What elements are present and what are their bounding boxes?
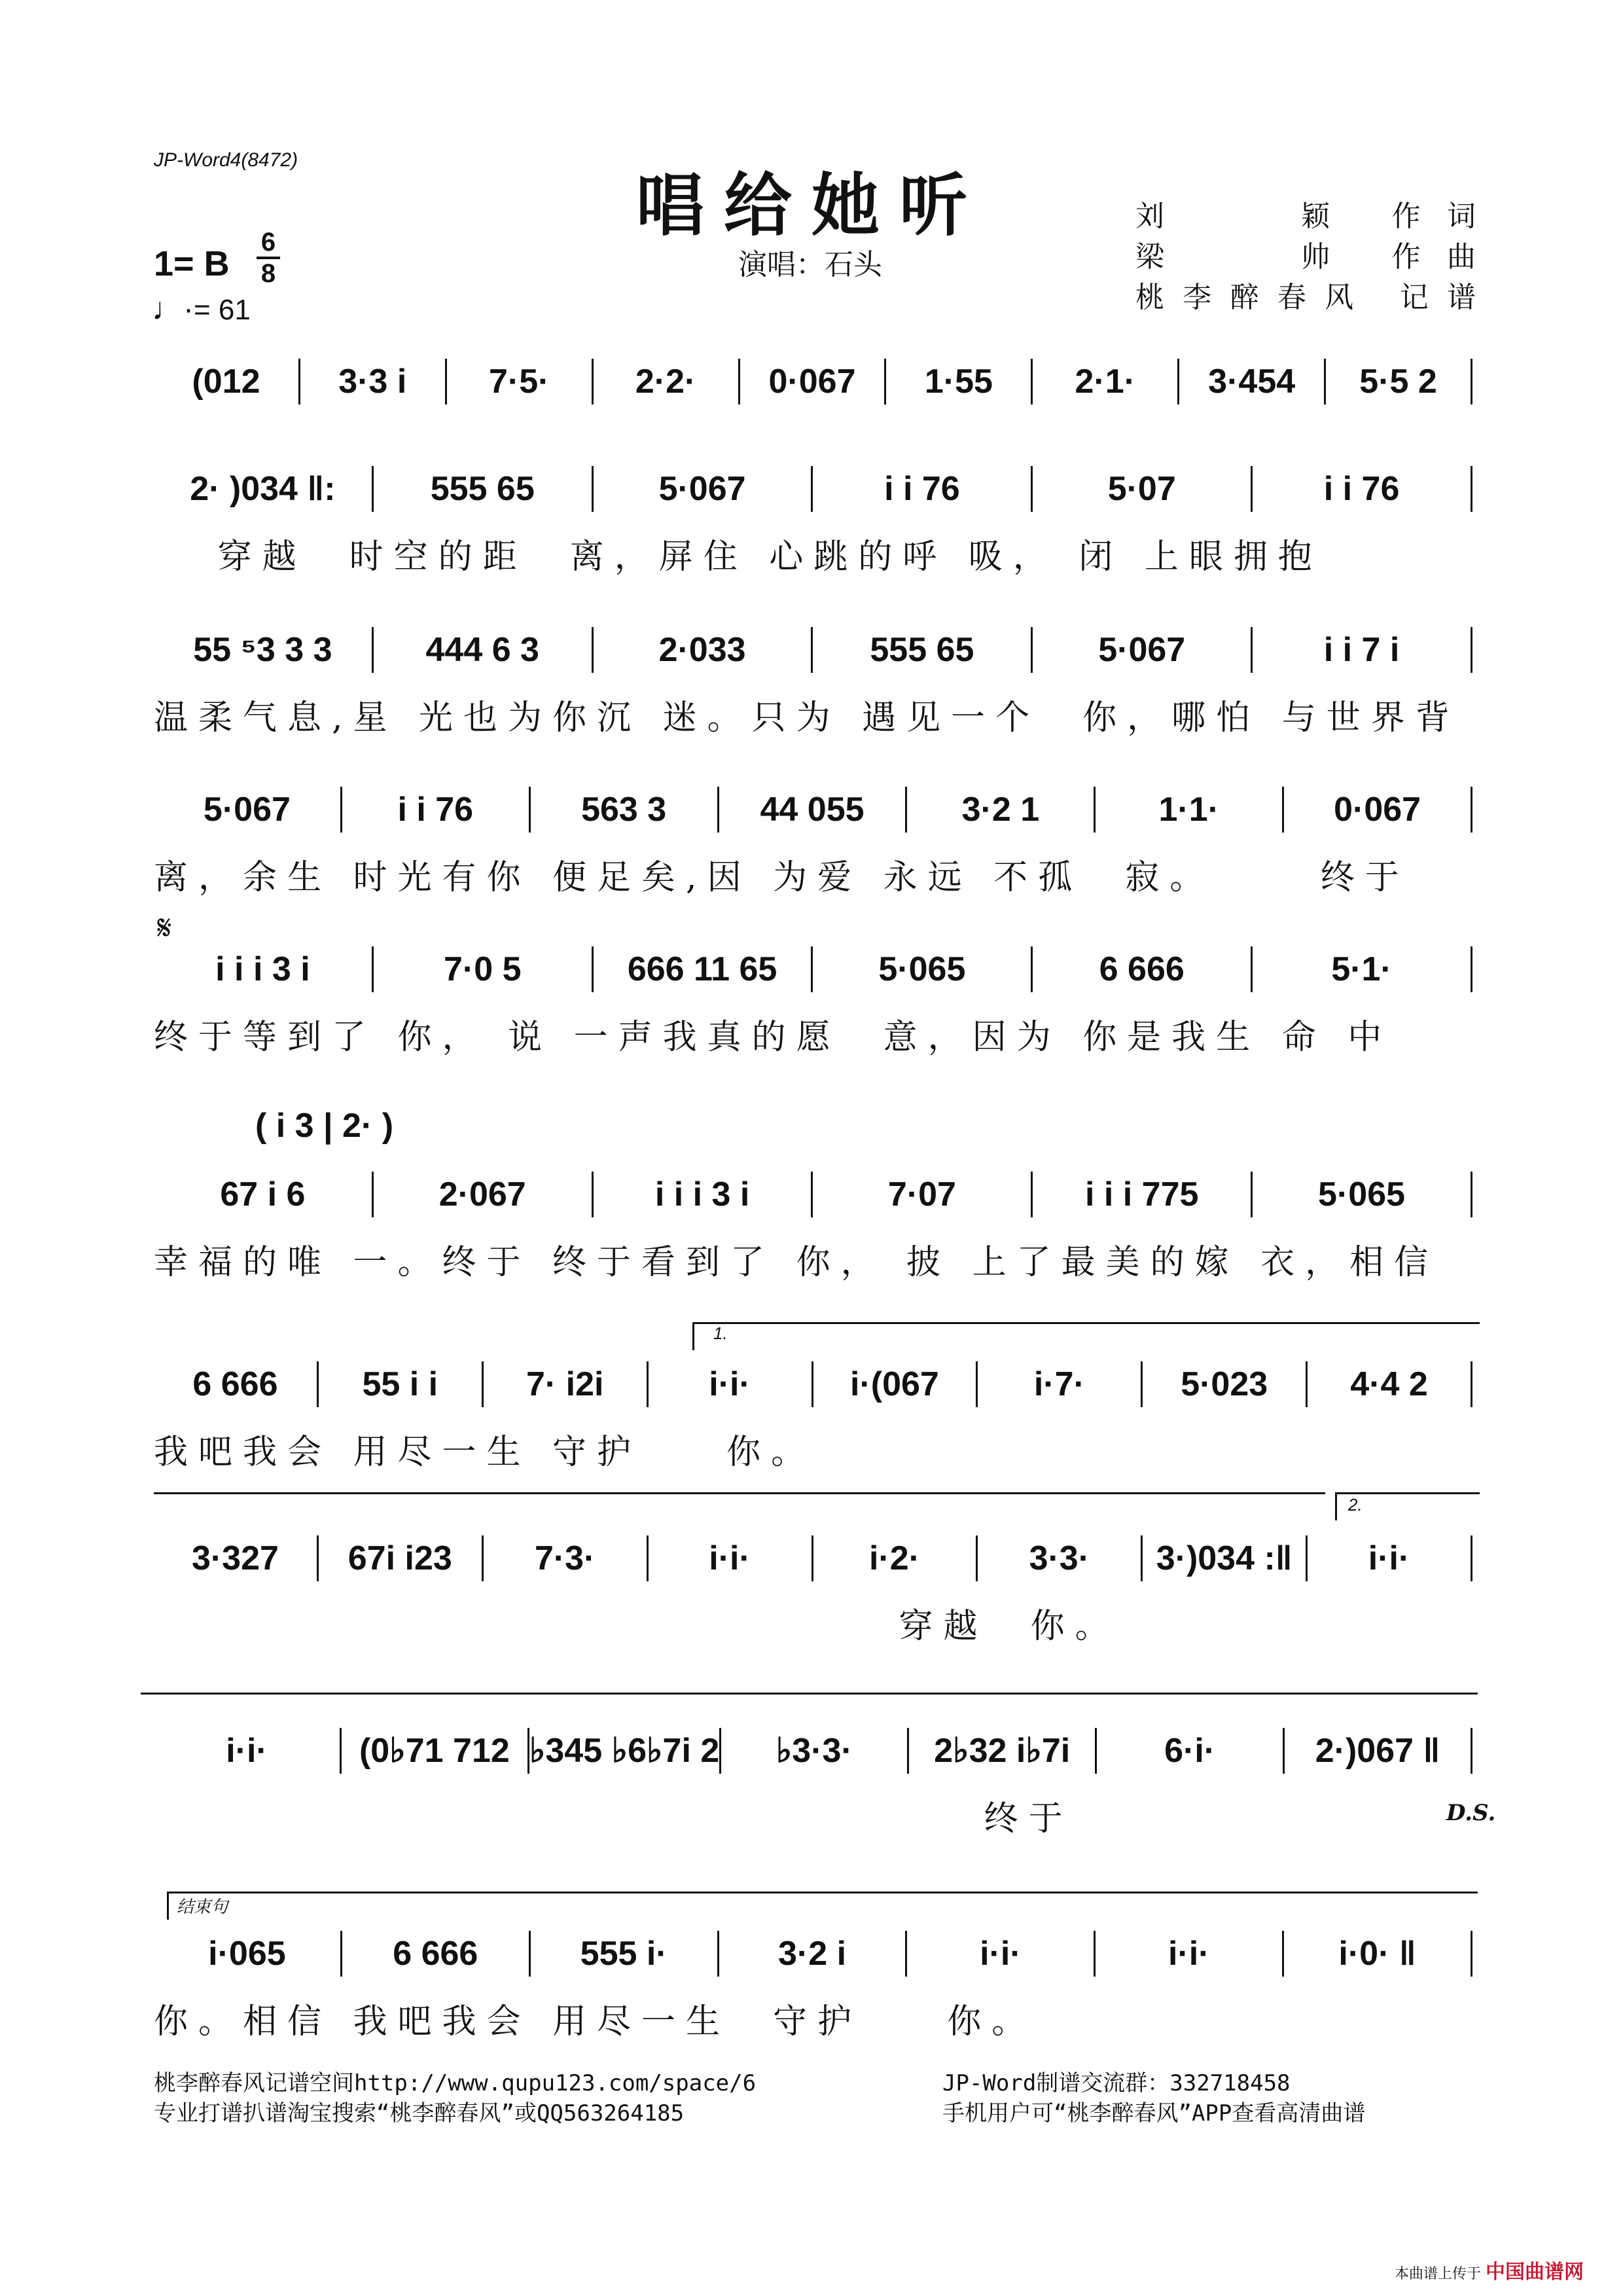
- lyrics-line: 穿越 时空的距 离，屏住 心跳的呼 吸， 闭 上眼拥抱: [154, 537, 1323, 577]
- score-row-8: [154, 1535, 1472, 1647]
- measure: 5·1·: [1331, 950, 1392, 988]
- measure: i i i 3 i: [654, 1175, 750, 1213]
- measure: 3·)034 :‖: [1156, 1539, 1293, 1577]
- barline: [1471, 359, 1472, 404]
- meter-bottom: 8: [260, 259, 276, 288]
- notation-row: [154, 627, 1472, 673]
- credits-block: [1135, 196, 1476, 318]
- barline: [1471, 1172, 1472, 1217]
- footer-left: [154, 2068, 756, 2128]
- measure: 3·2 1: [961, 791, 1040, 829]
- measure: 5·07: [1107, 470, 1176, 508]
- alternate-phrase: ( i 3 | 2· ): [255, 1107, 394, 1145]
- segno-sign: 𝄋: [157, 908, 172, 948]
- first-ending-bracket: [692, 1322, 1480, 1350]
- measure: 3·327: [191, 1539, 279, 1577]
- measure: 7·5·: [488, 363, 550, 401]
- score-row-2: [154, 466, 1472, 578]
- barline: [1471, 1535, 1472, 1581]
- measure: i·0· ‖: [1338, 1935, 1416, 1973]
- measure: 3·3 i: [338, 363, 407, 401]
- measure: 2·067: [438, 1175, 526, 1213]
- first-ending-label: 1.: [713, 1323, 728, 1343]
- singer-label: 演唱：石头: [738, 248, 882, 281]
- measure: 3·3·: [1029, 1539, 1090, 1577]
- key-signature: 1= B: [154, 244, 230, 283]
- first-ending-continuation: [154, 1492, 1325, 1520]
- measure: i·2·: [868, 1539, 920, 1577]
- lyrics-line: 我吧我会 用尽一生 守护 你。: [154, 1433, 816, 1472]
- song-title: 唱给她听: [635, 165, 987, 245]
- measure: 5·023: [1181, 1365, 1268, 1403]
- measure: 6 666: [393, 1935, 478, 1973]
- measure: i·i·: [709, 1539, 751, 1577]
- measure: 6 666: [192, 1365, 278, 1403]
- time-signature: [257, 229, 280, 287]
- score-row-9: [154, 1728, 1472, 1840]
- measure: i·i·: [226, 1732, 268, 1770]
- barline: [1471, 787, 1472, 833]
- barline: [1471, 1361, 1472, 1407]
- measure: 555 65: [870, 631, 974, 669]
- measure: (0♭71 712: [359, 1732, 510, 1770]
- lyrics-line: 你。相信 我吧我会 用尽一生 守护 你。: [154, 2002, 1037, 2041]
- site-watermark: [1395, 2255, 1584, 2284]
- notation-row: [154, 466, 1472, 512]
- measure: i·(067: [850, 1365, 939, 1403]
- lyrics-line: 穿越 你。: [154, 1607, 1120, 1646]
- measure: 7· i2i: [526, 1365, 604, 1403]
- notation-row: [154, 1728, 1472, 1774]
- measure: 2·033: [658, 631, 746, 669]
- transcriber-credit: 桃李醉春风 记谱: [1135, 281, 1476, 314]
- measure: i·i·: [709, 1365, 751, 1403]
- lyrics-line: 离，余生 时光有你 便足矣,因 为爱 永远 不孤 寂。 终于: [154, 858, 1410, 897]
- lyrics-line: 幸福的唯 一。终于 终于看到了 你， 披 上了最美的嫁 衣，相信: [154, 1243, 1439, 1282]
- barline: [1471, 946, 1472, 992]
- measure: 2· )034 ‖:: [190, 470, 336, 508]
- footer-right: [942, 2068, 1365, 2128]
- measure: 7·0 5: [443, 950, 522, 988]
- measure: 5·067: [658, 470, 746, 508]
- software-label: JP-Word4(8472): [154, 149, 298, 171]
- notation-row: [154, 1535, 1472, 1581]
- measure: 55 ⁵3 3 3: [193, 631, 332, 669]
- measure: 0·067: [768, 363, 856, 401]
- coda-label: 结束句: [177, 1897, 228, 1916]
- measure: 55 i i: [362, 1365, 438, 1403]
- barline: [1471, 1931, 1472, 1977]
- measure: i·065: [208, 1935, 286, 1973]
- score-row-6: [154, 1172, 1472, 1283]
- lyrics-line: 终于: [154, 1799, 1073, 1839]
- dotted-quarter-note-icon: ♩·: [152, 292, 194, 327]
- score-row-1: [154, 359, 1472, 404]
- tempo-marking: [152, 291, 251, 327]
- barline: [1471, 466, 1472, 512]
- score-row-3: [154, 627, 1472, 739]
- watermark-brand-logo: 中国曲谱网: [1486, 2261, 1584, 2284]
- measure: i i 76: [1323, 470, 1400, 508]
- measure: 1·1·: [1158, 791, 1219, 829]
- tempo-value: = 61: [193, 294, 251, 326]
- measure: 1·55: [924, 363, 993, 401]
- measure: 67i i23: [348, 1539, 452, 1577]
- lyricist-credit: 刘 颖 作词: [1135, 200, 1476, 233]
- measure: 666 11 65: [627, 950, 777, 988]
- measure: ♭3·3·: [776, 1732, 853, 1770]
- second-ending-label: 2.: [1348, 1495, 1363, 1515]
- lyrics-line: 终于等到了 你， 说 一声我真的愿 意，因为 你是我生 命 中: [154, 1018, 1393, 1057]
- score-row-4: [154, 787, 1472, 899]
- measure: 67 i 6: [220, 1175, 306, 1213]
- measure: (012: [192, 363, 260, 401]
- measure: 444 6 3: [425, 631, 539, 669]
- notation-row: [154, 946, 1472, 992]
- measure: i i 7 i: [1323, 631, 1400, 669]
- notation-row: [154, 787, 1472, 833]
- score-row-7: [154, 1361, 1472, 1473]
- footer-app: 手机用户可“桃李醉春风”APP查看高清曲谱: [942, 2100, 1366, 2126]
- measure: 6 666: [1099, 950, 1185, 988]
- measure: i i 76: [397, 791, 474, 829]
- measure: 5·065: [878, 950, 966, 988]
- measure: 0·067: [1334, 791, 1421, 829]
- second-ending-continuation: [141, 1693, 1478, 1721]
- measure: 7·3·: [534, 1539, 596, 1577]
- measure: 2·1·: [1075, 363, 1136, 401]
- measure: 5·5 2: [1359, 363, 1437, 401]
- measure: i·i·: [1368, 1539, 1410, 1577]
- watermark-text: 本曲谱上传于: [1394, 2266, 1481, 2282]
- measure: i i i 775: [1085, 1175, 1199, 1213]
- score-row-10: [154, 1931, 1472, 2043]
- footer-group: JP-Word制谱交流群：332718458: [942, 2070, 1291, 2096]
- meter-top: 6: [260, 228, 276, 257]
- measure: 2·)067 ‖: [1315, 1732, 1440, 1770]
- footer-contact: 专业打谱扒谱淘宝搜索“桃李醉春风”或QQ563264185: [154, 2100, 685, 2126]
- composer-credit: 梁 帅 作曲: [1135, 240, 1476, 274]
- measure: 4·4 2: [1350, 1365, 1428, 1403]
- barline: [1471, 627, 1472, 673]
- measure: 3·454: [1208, 363, 1296, 401]
- lyrics-line: 温柔气息,星 光也为你沉 迷。只为 遇见一个 你，哪怕 与世界背: [154, 698, 1460, 738]
- notation-row: [154, 1931, 1472, 1977]
- measure: i·i·: [980, 1935, 1022, 1973]
- measure: 5·067: [203, 791, 291, 829]
- measure: 3·2 i: [777, 1935, 847, 1973]
- measure: 2·2·: [635, 363, 696, 401]
- dal-segno-marking: D.S.: [1446, 1800, 1496, 1826]
- measure: i i 76: [884, 470, 960, 508]
- coda-bracket: [167, 1892, 1478, 1920]
- notation-row: [154, 1361, 1472, 1407]
- barline: [1471, 1728, 1472, 1774]
- measure: 5·067: [1098, 631, 1186, 669]
- footer-website-link[interactable]: 桃李醉春风记谱空间http://www.qupu123.com/space/6: [154, 2070, 757, 2096]
- measure: i·7·: [1033, 1365, 1085, 1403]
- measure: i·i·: [1168, 1935, 1210, 1973]
- measure: 6·i·: [1164, 1732, 1216, 1770]
- measure: i i i 3 i: [215, 950, 310, 988]
- measure: ♭345 ♭6♭7i 2: [529, 1732, 720, 1770]
- measure: 555 i·: [580, 1935, 668, 1973]
- measure: 2♭32 i♭7i: [934, 1732, 1071, 1770]
- measure: 7·07: [887, 1175, 956, 1213]
- measure: 555 65: [430, 470, 535, 508]
- measure: 44 055: [760, 791, 865, 829]
- notation-row: [154, 1172, 1472, 1217]
- measure: 5·065: [1318, 1175, 1406, 1213]
- score-row-5: [154, 946, 1472, 1058]
- measure: 563 3: [581, 791, 667, 829]
- notation-row: [154, 359, 1472, 404]
